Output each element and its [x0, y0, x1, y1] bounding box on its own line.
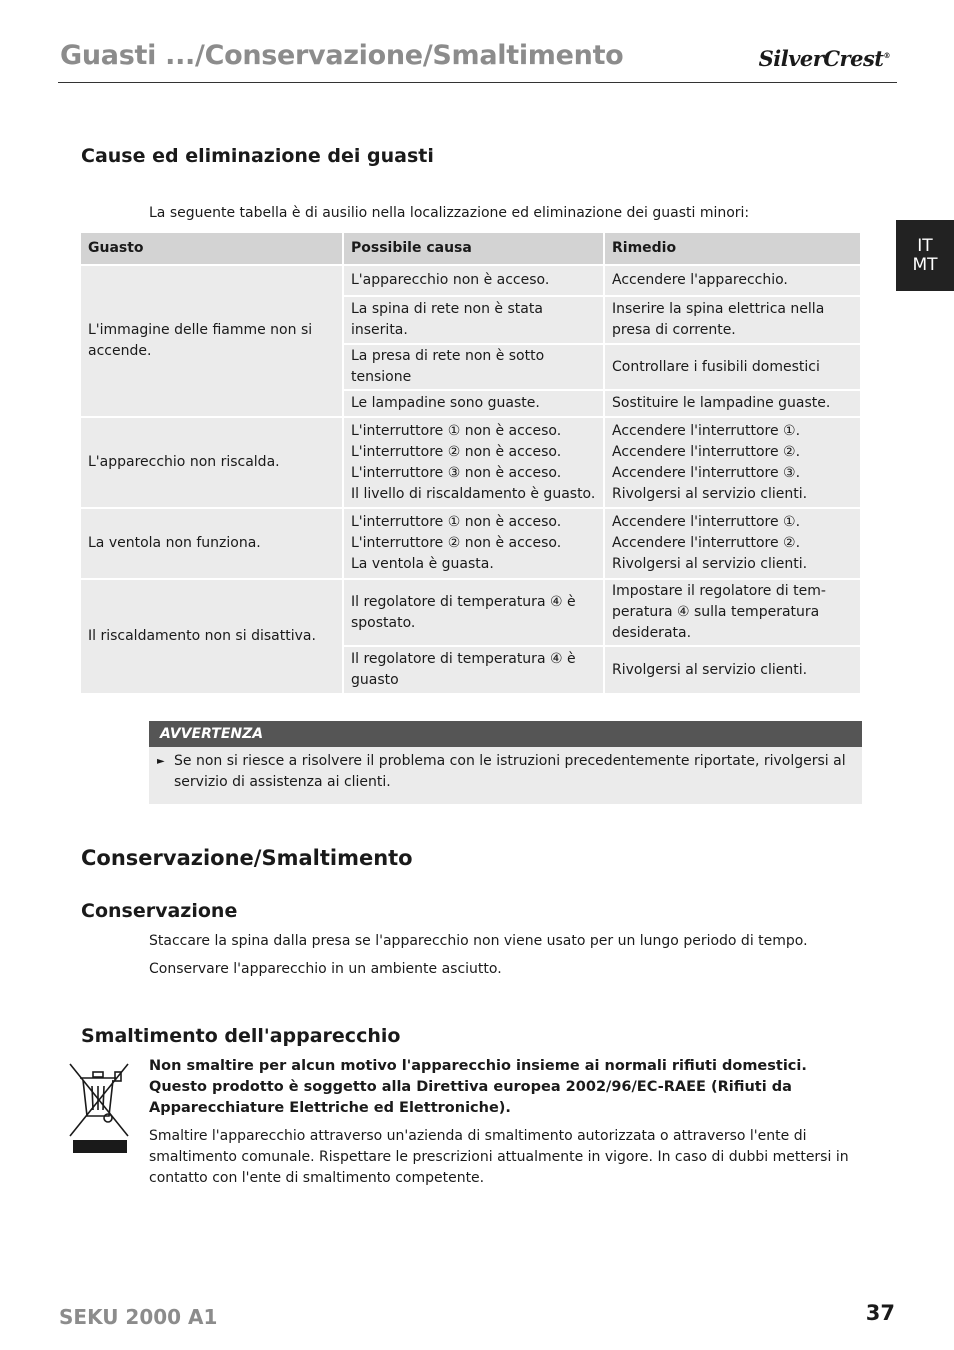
- lang-it: IT: [917, 235, 933, 256]
- cause-cell: La spina di rete non è stata inserita.: [344, 297, 605, 345]
- fault-cell: Il riscaldamento non si disattiva.: [81, 580, 344, 695]
- remedy-cell: Rivolgersi al servizio clienti.: [605, 647, 860, 695]
- storage-paragraph-1: Staccare la spina dalla presa se l'apparecchio non viene usato per un lungo periodo di tempo.: [149, 933, 808, 949]
- intro-paragraph: La seguente tabella è di ausilio nella localizzazione ed eliminazione dei guasti minori:: [149, 205, 750, 221]
- page-number: 37: [865, 1301, 895, 1325]
- language-tab: [896, 220, 954, 291]
- remedy-cell: Inserire la spina elettrica nella presa di corrente.: [605, 297, 860, 345]
- table-header-row: [81, 233, 860, 266]
- table-row: [81, 266, 860, 297]
- disposal-warning-bold: Non smaltire per alcun motivo l'apparecchio insieme ai normali rifiuti domestici. Questo prodotto è soggetto alla Direttiva europea 2002/96/EC-RAEE (Rifiuti da Apparecchiature Elettriche ed Elettroniche).: [149, 1058, 807, 1116]
- cause-cell: Il regolatore di temperatura ④ è spostato.: [344, 580, 605, 647]
- bullet-arrow-icon: ►: [157, 756, 165, 767]
- table-row: [81, 509, 860, 580]
- header-rule: [58, 82, 897, 83]
- brand-logo: [759, 46, 890, 71]
- table-row: [81, 580, 860, 647]
- cause-cell: L'interruttore ① non è acceso. L'interruttore ② non è acceso. L'interruttore ③ non è acceso. Il livello di riscaldamento è guasto.: [344, 418, 605, 509]
- disposal-paragraph: Smaltire l'apparecchio attraverso un'azienda di smaltimento autorizzata o attraverso l'ente di smaltimento comunale. Rispettare le prescrizioni attualmente in vigore. In caso di dubbi mettersi in contatto con l'ente di smaltimento competente.: [149, 1128, 849, 1186]
- troubleshooting-table: [81, 233, 860, 695]
- warning-body: [149, 747, 862, 793]
- cause-cell: Le lampadine sono guaste.: [344, 391, 605, 418]
- fault-cell: L'immagine delle fiamme non si accende.: [81, 266, 344, 418]
- section-heading-storage-disposal: Conservazione/Smaltimento: [81, 846, 413, 870]
- lang-mt: MT: [912, 254, 938, 275]
- remedy-cell: Accendere l'apparecchio.: [605, 266, 860, 297]
- crossed-out-bin-icon: [66, 1060, 132, 1154]
- brand-name: SilverCrest: [758, 46, 884, 71]
- cause-cell: Il regolatore di temperatura ④ è guasto: [344, 647, 605, 695]
- column-header-cause: Possibile causa: [344, 233, 605, 266]
- section-heading-troubleshooting: Cause ed eliminazione dei guasti: [81, 145, 434, 167]
- cause-cell: La presa di rete non è sotto tensione: [344, 345, 605, 391]
- storage-paragraph-2: Conservare l'apparecchio in un ambiente asciutto.: [149, 961, 502, 977]
- warning-box: [149, 721, 862, 804]
- remedy-cell: Sostituire le lampadine guaste.: [605, 391, 860, 418]
- fault-cell: La ventola non funziona.: [81, 509, 344, 580]
- remedy-cell: Controllare i fusibili domestici: [605, 345, 860, 391]
- fault-cell: L'apparecchio non riscalda.: [81, 418, 344, 509]
- remedy-cell: Impostare il regolatore di tem- peratura ④ sulla temperatura desiderata.: [605, 580, 860, 647]
- warning-text: Se non si riesce a risolvere il problema con le istruzioni precedentemente riportate, rivolgersi al servizio di assistenza ai clienti.: [174, 753, 846, 790]
- remedy-cell: Accendere l'interruttore ①. Accendere l'interruttore ②. Accendere l'interruttore ③. Rivolgersi al servizio clienti.: [605, 418, 860, 509]
- page-title: Guasti .../Conservazione/Smaltimento: [60, 40, 624, 71]
- column-header-fault: Guasto: [81, 233, 344, 266]
- table-row: [81, 418, 860, 509]
- remedy-cell: Accendere l'interruttore ①. Accendere l'interruttore ②. Rivolgersi al servizio clienti.: [605, 509, 860, 580]
- cause-cell: L'interruttore ① non è acceso. L'interruttore ② non è acceso. La ventola è guasta.: [344, 509, 605, 580]
- cause-cell: L'apparecchio non è acceso.: [344, 266, 605, 297]
- subheading-disposal: Smaltimento dell'apparecchio: [81, 1025, 401, 1047]
- footer-model: SEKU 2000 A1: [59, 1305, 218, 1329]
- warning-title: AVVERTENZA: [149, 721, 862, 747]
- registered-mark: ®: [883, 51, 890, 60]
- column-header-remedy: Rimedio: [605, 233, 860, 266]
- subheading-storage: Conservazione: [81, 900, 238, 922]
